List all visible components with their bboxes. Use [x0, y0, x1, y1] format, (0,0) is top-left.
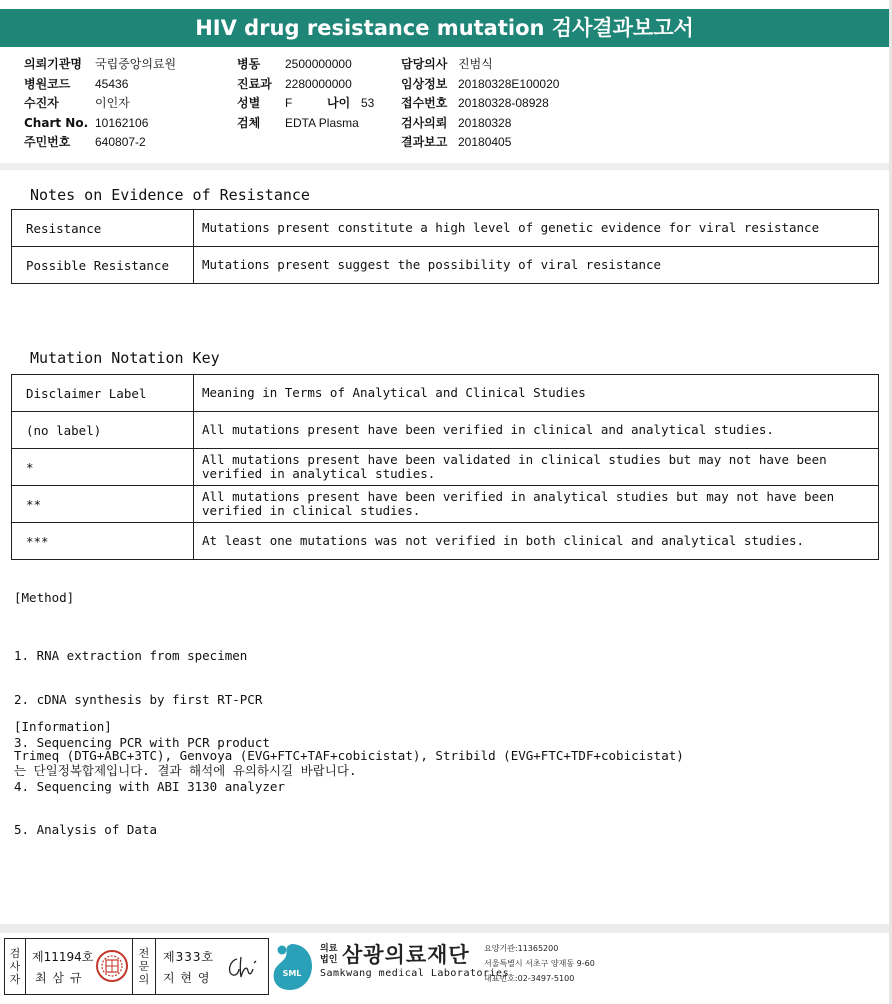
info-row	[401, 133, 559, 153]
notes-label-cell: Possible Resistance	[12, 247, 194, 284]
key-header-desc: Meaning in Terms of Analytical and Clinical Studies	[194, 375, 879, 412]
signature-box	[4, 938, 269, 995]
inspector-no: 제11194호	[32, 950, 94, 964]
specialist-label-col	[133, 939, 156, 994]
info-value: 국립중앙의료원	[95, 57, 177, 71]
info-label: 병원코드	[24, 76, 71, 91]
key-label-cell: (no label)	[12, 412, 194, 449]
info-value: 2280000000	[285, 76, 352, 91]
table-row	[12, 449, 879, 486]
information-line1: Trimeq (DTG+ABC+3TC), Genvoya (EVG+FTC+TAF+cobicistat), Stribild (EVG+FTC+TDF+cobicistat)	[14, 748, 684, 763]
info-row	[24, 114, 176, 134]
signature-icon	[223, 953, 261, 981]
info-label: 담당의사	[401, 57, 448, 71]
info-value: 20180328-08928	[458, 96, 549, 110]
key-desc-cell: At least one mutations was not verified in both clinical and analytical studies.	[194, 523, 879, 560]
info-row	[237, 75, 374, 95]
table-row	[12, 486, 879, 523]
info-value: EDTA Plasma	[285, 115, 359, 130]
header-divider	[0, 163, 889, 170]
info-row	[401, 114, 559, 134]
info-row	[237, 114, 374, 134]
information-line2: 는 단일정복합제입니다. 결과 해석에 유의하시길 바랍니다.	[14, 763, 357, 778]
info-label: 검체	[237, 115, 261, 130]
info-value: 20180328	[458, 115, 512, 130]
info-value: 45436	[95, 76, 129, 91]
list-item: 2. cDNA synthesis by first RT-PCR	[14, 691, 263, 707]
info-label: 병동	[237, 57, 261, 71]
info-row	[237, 55, 374, 75]
info-value: 20180328E100020	[458, 76, 560, 91]
report-title: HIV drug resistance mutation 검사결과보고서	[0, 9, 889, 47]
info-row	[24, 94, 176, 114]
specialist-name: 지 현 영	[163, 971, 211, 985]
key-header-label: Disclaimer Label	[12, 375, 194, 412]
table-row	[12, 523, 879, 560]
brand-english: Samkwang medical Laboratories	[320, 968, 510, 979]
list-item: 3. Sequencing PCR with PCR product	[14, 735, 270, 750]
notes-desc-cell: Mutations present suggest the possibility of viral resistance	[194, 247, 879, 284]
key-title: Mutation Notation Key	[30, 349, 220, 367]
list-item: 1. RNA extraction from specimen	[14, 648, 248, 663]
info-row	[24, 133, 176, 153]
info-label: 검사의뢰	[401, 115, 448, 130]
info-value: 640807-2	[95, 135, 146, 149]
age-value: 53	[361, 96, 375, 110]
key-desc-cell: All mutations present have been verified in analytical studies but may not have been verified in clinical studies.	[194, 486, 879, 523]
institution-code: 요양기관:11365200	[484, 944, 559, 953]
method-title: [Method]	[14, 590, 75, 605]
inspector-name: 최 삼 규	[35, 971, 83, 985]
info-label: 성별	[237, 96, 261, 110]
footer-divider	[0, 924, 889, 933]
info-row	[24, 55, 176, 75]
notes-desc-cell: Mutations present constitute a high level of genetic evidence for viral resistance	[194, 210, 879, 247]
brand-prefix-1: 의료	[320, 944, 338, 954]
info-label: 임상정보	[401, 76, 448, 91]
table-row	[12, 412, 879, 449]
info-label: 수진자	[24, 96, 59, 110]
specialist-label: 전문의	[138, 947, 150, 986]
info-value: 2500000000	[285, 57, 352, 71]
information-title: [Information]	[14, 719, 112, 734]
logo-text: SML	[282, 969, 302, 978]
info-row	[401, 75, 559, 95]
info-label: 진료과	[237, 76, 272, 91]
key-label-cell: *	[12, 449, 194, 486]
info-label: Chart No.	[24, 115, 89, 130]
patient-info-col1	[24, 55, 176, 153]
sml-logo-icon	[270, 940, 316, 992]
info-row	[24, 75, 176, 95]
inspector-label: 검사자	[9, 947, 21, 986]
brand-prefix-2: 법인	[320, 955, 338, 965]
table-row	[12, 247, 879, 284]
age-label: 나이	[327, 96, 351, 110]
info-row	[237, 94, 374, 114]
list-item: 4. Sequencing with ABI 3130 analyzer	[14, 778, 285, 794]
brand-info	[484, 941, 595, 986]
key-label-cell: ***	[12, 523, 194, 560]
info-row	[401, 55, 559, 75]
notes-label-cell: Resistance	[12, 210, 194, 247]
info-label: 결과보고	[401, 135, 448, 149]
info-value: 진범식	[458, 57, 493, 71]
info-value: 이인자	[95, 96, 130, 110]
info-row	[401, 94, 559, 114]
patient-info-col3	[401, 55, 559, 153]
notes-table	[11, 209, 879, 284]
table-row	[12, 210, 879, 247]
key-desc-cell: All mutations present have been validated in clinical studies but may not have been verified in analytical studies.	[194, 449, 879, 486]
key-table	[11, 374, 879, 560]
brand-prefix	[320, 944, 337, 966]
specialist-no: 제333호	[163, 950, 215, 964]
info-value: 10162106	[95, 115, 149, 130]
method-list	[14, 620, 285, 852]
info-label: 의뢰기관명	[24, 57, 82, 71]
inspector-divider	[5, 939, 133, 994]
notes-title: Notes on Evidence of Resistance	[30, 186, 310, 204]
patient-info-col2	[237, 55, 374, 133]
list-item: 5. Analysis of Data	[14, 822, 157, 837]
info-value: 20180405	[458, 135, 512, 149]
table-row	[12, 375, 879, 412]
info-label: 접수번호	[401, 96, 448, 110]
brand-address: 서울특별시 서초구 양재동 9-60	[484, 959, 595, 968]
key-desc-cell: All mutations present have been verified in clinical and analytical studies.	[194, 412, 879, 449]
brand-name: 삼광의료재단	[342, 943, 470, 967]
info-label: 주민번호	[24, 135, 71, 149]
brand-phone: 대표번호:02-3497-5100	[484, 974, 575, 983]
key-label-cell: **	[12, 486, 194, 523]
info-value: F	[285, 96, 293, 110]
